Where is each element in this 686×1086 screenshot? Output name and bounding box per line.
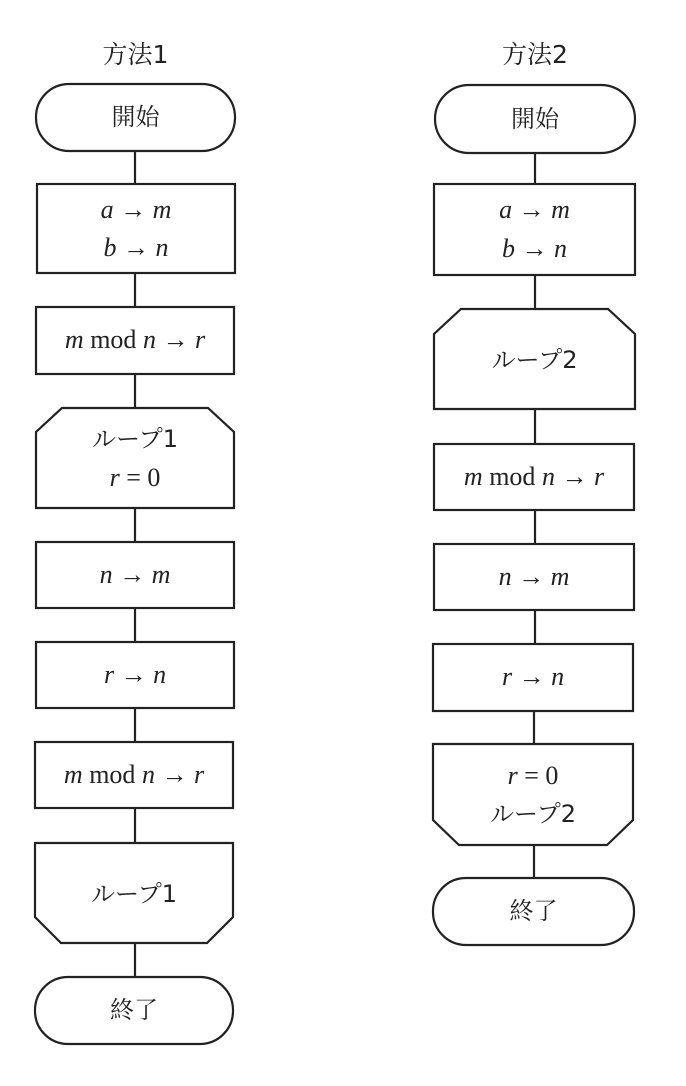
m1-loop-start-label: ループ1 — [91, 425, 179, 453]
m2-loop-start-label: ループ2 — [491, 346, 578, 374]
m1-loop-start-condition: r = 0 — [109, 463, 161, 492]
m1-init-line2: b → n — [103, 233, 169, 262]
m2-end-label: 終了 — [509, 897, 558, 925]
m1-mod2-label: m mod n → r — [63, 760, 205, 789]
m1-mod-label: m mod n → r — [64, 325, 206, 354]
m2-mod-label: m mod n → r — [463, 462, 605, 491]
m2-init-line2: b → n — [502, 234, 567, 263]
m1-rn-label: r → n — [103, 660, 167, 689]
m1-start-label: 開始 — [111, 103, 160, 131]
m2-rn-label: r → n — [501, 662, 565, 691]
m1-loop-end-label: ループ1 — [90, 880, 178, 908]
m1-title: 方法1 — [102, 40, 169, 69]
m2-start-label: 開始 — [511, 105, 559, 133]
m2-nm-label: n → m — [498, 562, 570, 591]
m1-init-line1: a → m — [100, 195, 172, 224]
m2-title: 方法2 — [502, 40, 568, 69]
m1-nm-label: n → m — [99, 560, 171, 589]
m2-loop-end-label: ループ2 — [489, 800, 577, 828]
m2-init-line1: a → m — [499, 195, 570, 224]
m2-loop-end-condition: r = 0 — [507, 761, 559, 790]
m1-end-label: 終了 — [110, 996, 158, 1024]
